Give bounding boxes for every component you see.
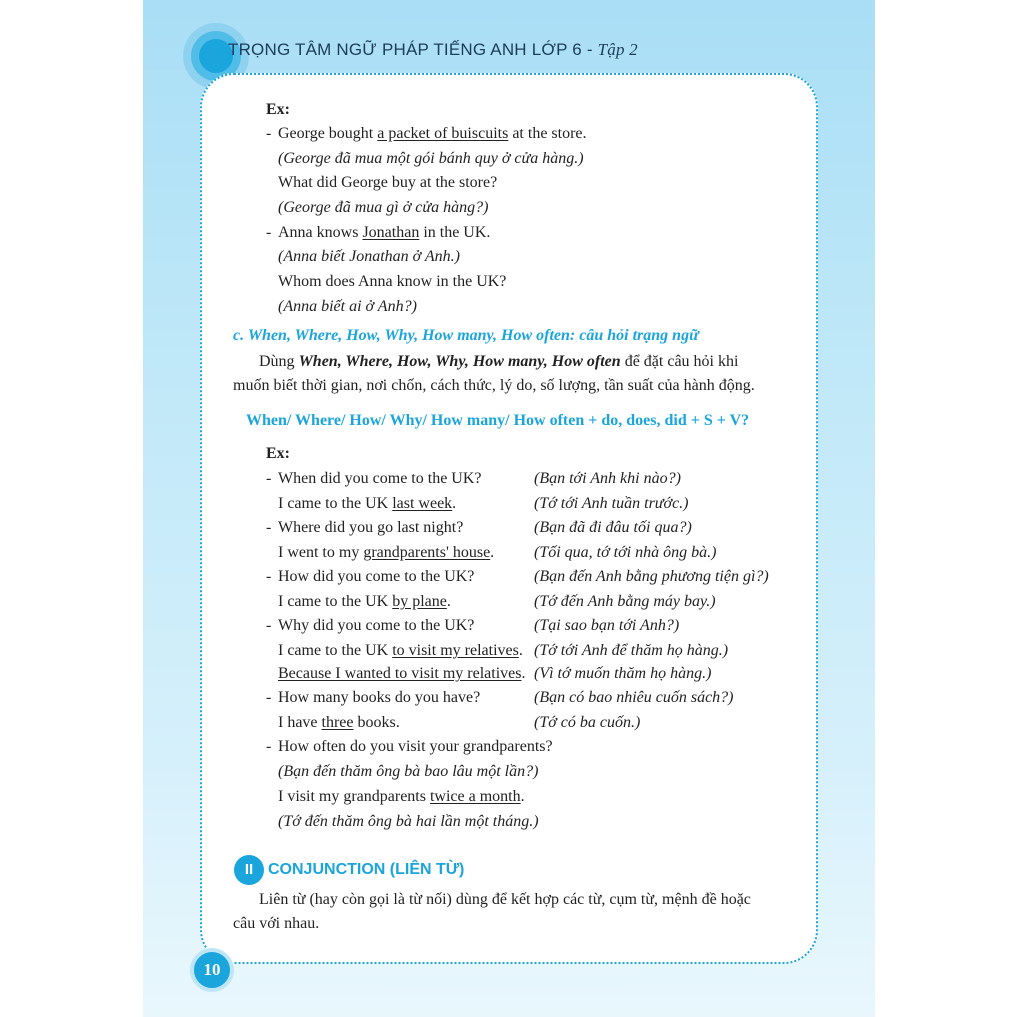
header-title: TRỌNG TÂM NGỮ PHÁP TIẾNG ANH LỚP 6 - Tập 2 xyxy=(228,40,638,59)
ex2-often-question-translation: (Bạn đến thăm ông bà bao lâu một lần?) xyxy=(278,763,539,780)
ex2-row-7: Why did you come to the UK? xyxy=(278,617,475,634)
ex2-row-10: How many books do you have? xyxy=(278,689,481,706)
ex2-row-2-translation: (Tớ tới Anh tuần trước.) xyxy=(534,495,689,512)
ex2-often-answer: I visit my grandparents twice a month. xyxy=(278,788,525,805)
ex1-item1-question-translation: (George đã mua gì ở cửa hàng?) xyxy=(278,199,489,216)
ex1-item2-question-translation: (Anna biết ai ở Anh?) xyxy=(278,298,417,315)
ex1-item2-sentence: Anna knows Jonathan in the UK. xyxy=(278,224,491,241)
ex2-row-11: I have three books. xyxy=(278,714,400,731)
ex2-dash-7: - xyxy=(266,617,272,634)
page-number: 10 xyxy=(190,948,234,992)
ex2-often-dash: - xyxy=(266,738,272,755)
ex2-row-4: I went to my grandparents' house. xyxy=(278,544,495,561)
header-volume: Tập 2 xyxy=(597,40,638,59)
ex2-row-10-translation: (Bạn có bao nhiêu cuốn sách?) xyxy=(534,689,734,706)
section-c-paragraph-line1: Dùng When, Where, How, Why, How many, How often để đặt câu hỏi khi xyxy=(259,353,739,370)
ex1-item2-question: Whom does Anna know in the UK? xyxy=(278,273,507,290)
ex2-row-6: I came to the UK by plane. xyxy=(278,593,451,610)
ex1-item2-translation: (Anna biết Jonathan ở Anh.) xyxy=(278,248,460,265)
ex2-row-3: Where did you go last night? xyxy=(278,519,464,536)
ex2-row-8: I came to the UK to visit my relatives. xyxy=(278,642,523,659)
ex2-row-7-translation: (Tại sao bạn tới Anh?) xyxy=(534,617,680,634)
section-c-formula: When/ Where/ How/ Why/ How many/ How often + do, does, did + S + V? xyxy=(246,412,750,429)
ex2-often-answer-translation: (Tớ đến thăm ông bà hai lần một tháng.) xyxy=(278,813,539,830)
section-ii-paragraph-line2: câu với nhau. xyxy=(233,915,320,932)
ex2-label: Ex: xyxy=(266,445,290,462)
ex2-row-9-translation: (Vì tớ muốn thăm họ hàng.) xyxy=(534,665,712,682)
section-ii-badge: II xyxy=(234,855,264,885)
ex1-item1-translation: (George đã mua một gói bánh quy ở cửa hàng.) xyxy=(278,150,584,167)
ex2-row-11-translation: (Tớ có ba cuốn.) xyxy=(534,714,641,731)
ex1-item1-sentence: George bought a packet of buiscuits at the store. xyxy=(278,125,587,142)
ex2-often-question: How often do you visit your grandparents? xyxy=(278,738,553,755)
ex1-label: Ex: xyxy=(266,101,290,118)
ex1-dash-2: - xyxy=(266,224,272,241)
ex2-dash-5: - xyxy=(266,568,272,585)
ex2-dash-1: - xyxy=(266,470,272,487)
ex2-row-6-translation: (Tớ đến Anh bằng máy bay.) xyxy=(534,593,716,610)
section-ii-title: CONJUNCTION (LIÊN TỪ) xyxy=(268,861,465,878)
ex2-row-5-translation: (Bạn đến Anh bằng phương tiện gì?) xyxy=(534,568,769,585)
ex2-row-2: I came to the UK last week. xyxy=(278,495,457,512)
ex2-dash-3: - xyxy=(266,519,272,536)
section-c-paragraph-line2: muốn biết thời gian, nơi chốn, cách thức, lý do, số lượng, tần suất của hành động. xyxy=(233,377,755,394)
ex1-item1-question: What did George buy at the store? xyxy=(278,174,498,191)
ex2-row-8-translation: (Tớ tới Anh để thăm họ hàng.) xyxy=(534,642,729,659)
ex2-row-4-translation: (Tối qua, tớ tới nhà ông bà.) xyxy=(534,544,717,561)
section-ii-paragraph-line1: Liên từ (hay còn gọi là từ nối) dùng để kết hợp các từ, cụm từ, mệnh đề hoặc xyxy=(259,891,751,908)
ex1-dash-1: - xyxy=(266,125,272,142)
ex2-dash-10: - xyxy=(266,689,272,706)
ex2-row-1: When did you come to the UK? xyxy=(278,470,482,487)
ex2-row-3-translation: (Bạn đã đi đâu tối qua?) xyxy=(534,519,692,536)
section-c-heading: c. When, Where, How, Why, How many, How often: câu hỏi trạng ngữ xyxy=(233,327,699,344)
ex2-row-1-translation: (Bạn tới Anh khi nào?) xyxy=(534,470,681,487)
ex2-row-9: Because I wanted to visit my relatives. xyxy=(278,665,526,682)
ex2-row-5: How did you come to the UK? xyxy=(278,568,475,585)
